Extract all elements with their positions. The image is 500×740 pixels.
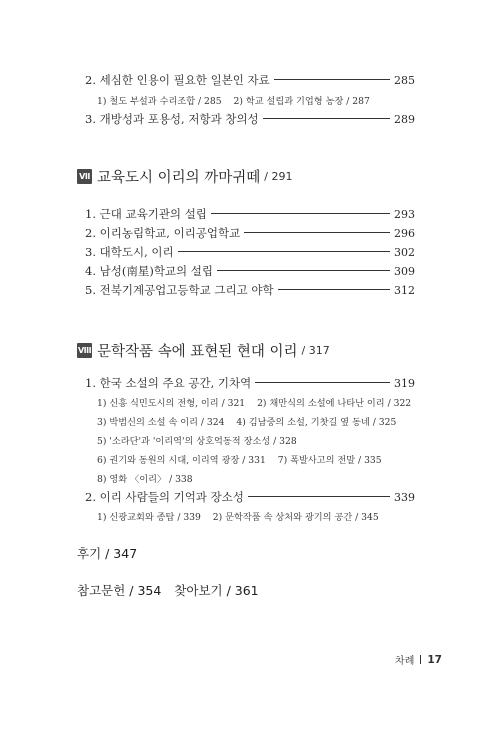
toc-subsection: 6) 권기와 동원의 시대, 이리역 광장 / 331 — [97, 455, 266, 466]
leader-line — [255, 382, 390, 383]
toc-subsection-row — [97, 433, 306, 447]
toc-entry — [85, 282, 415, 298]
toc-entry-title: 2. 이리 사람들의 기억과 장소성 — [85, 490, 244, 504]
chapter-page: / 317 — [301, 344, 330, 357]
footer-divider — [420, 655, 421, 664]
leader-line — [244, 232, 390, 233]
toc-subsection: 2) 문학작품 속 상처와 광기의 공간 / 345 — [212, 512, 379, 523]
toc-entry — [85, 206, 415, 222]
toc-entry — [85, 489, 415, 505]
toc-entry-page: 296 — [394, 227, 415, 240]
toc-entry-page: 289 — [394, 113, 415, 126]
toc-subsection: 1) 신광교회와 종탑 / 339 — [97, 512, 201, 523]
toc-subsection: 2) 채만식의 소설에 나타난 이리 / 322 — [257, 398, 412, 409]
toc-entry — [85, 225, 415, 241]
toc-entry — [85, 244, 415, 260]
toc-entry-page: 319 — [394, 377, 415, 390]
toc-entry-title: 2. 세심한 인용이 필요한 일본인 자료 — [85, 73, 270, 87]
toc-entry-title: 2. 이리농림학교, 이리공업학교 — [85, 226, 241, 240]
toc-entry — [85, 263, 415, 279]
leader-line — [217, 270, 390, 271]
chapter-number-badge: VIII — [77, 343, 92, 358]
index-entry: 찾아보기 / 361 — [174, 583, 259, 598]
toc-entry-page: 309 — [394, 265, 415, 278]
toc-entry-title: 4. 남성(南星)학교의 설립 — [85, 264, 214, 278]
toc-subsection: 5) '소라단'과 '이리역'의 상호억동적 장소성 / 328 — [97, 436, 297, 447]
toc-entry-page: 302 — [394, 246, 415, 259]
leader-line — [211, 213, 390, 214]
toc-entry-title: 3. 개방성과 포용성, 저항과 창의성 — [85, 112, 259, 126]
toc-entry-title: 1. 한국 소설의 주요 공간, 기차역 — [85, 376, 252, 390]
toc-subsection-row — [97, 93, 379, 107]
page-footer — [395, 652, 442, 667]
toc-subsection-row — [97, 395, 420, 409]
toc-entry — [85, 72, 415, 88]
toc-entry — [85, 375, 415, 391]
back-matter-row — [77, 581, 268, 599]
footer-label: 차례 — [395, 656, 415, 667]
back-matter-afterword — [77, 544, 146, 562]
leader-line — [248, 496, 390, 497]
toc-subsection: 2) 학교 설립과 기업형 농장 / 287 — [233, 96, 370, 107]
chapter-title: 문학작품 속에 표현된 현대 이리 — [97, 344, 298, 360]
toc-entry-title: 3. 대학도시, 이리 — [85, 245, 174, 259]
toc-entry-page: 312 — [394, 284, 415, 297]
toc-subsection-row — [97, 452, 391, 466]
leader-line — [263, 118, 390, 119]
chapter-number-badge: VII — [77, 169, 92, 184]
toc-subsection: 7) 폭발사고의 전말 / 335 — [277, 455, 382, 466]
page-number: 17 — [427, 653, 442, 666]
toc-subsection-row — [97, 471, 202, 485]
leader-line — [178, 251, 390, 252]
chapter-title: 교육도시 이리의 까마귀떼 — [97, 170, 261, 186]
toc-subsection: 3) 박범신의 소설 속 이리 / 324 — [97, 417, 225, 428]
toc-entry — [85, 111, 415, 127]
leader-line — [274, 79, 390, 80]
toc-entry-page: 285 — [394, 74, 415, 87]
toc-entry-title: 5. 전북기계공업고등학교 그리고 야학 — [85, 283, 274, 297]
toc-entry-page: 339 — [394, 491, 415, 504]
toc-subsection-row — [97, 414, 405, 428]
toc-subsection: 4) 김남중의 소설, 기찻길 옆 동네 / 325 — [236, 417, 397, 428]
afterword-entry: 후기 / 347 — [77, 546, 138, 561]
toc-subsection: 8) 영화 〈이리〉 / 338 — [97, 474, 193, 485]
toc-entry-title: 1. 근대 교육기관의 설립 — [85, 207, 207, 221]
toc-subsection: 1) 신흥 식민도시의 전형, 이리 / 321 — [97, 398, 246, 409]
references-entry: 참고문헌 / 354 — [77, 583, 162, 598]
chapter-page: / 291 — [264, 170, 293, 183]
chapter-heading — [77, 166, 293, 187]
toc-entry-page: 293 — [394, 208, 415, 221]
toc-subsection: 1) 철도 부설과 수리조합 / 285 — [97, 96, 222, 107]
chapter-heading — [77, 340, 330, 361]
leader-line — [278, 289, 390, 290]
toc-subsection-row — [97, 509, 388, 523]
